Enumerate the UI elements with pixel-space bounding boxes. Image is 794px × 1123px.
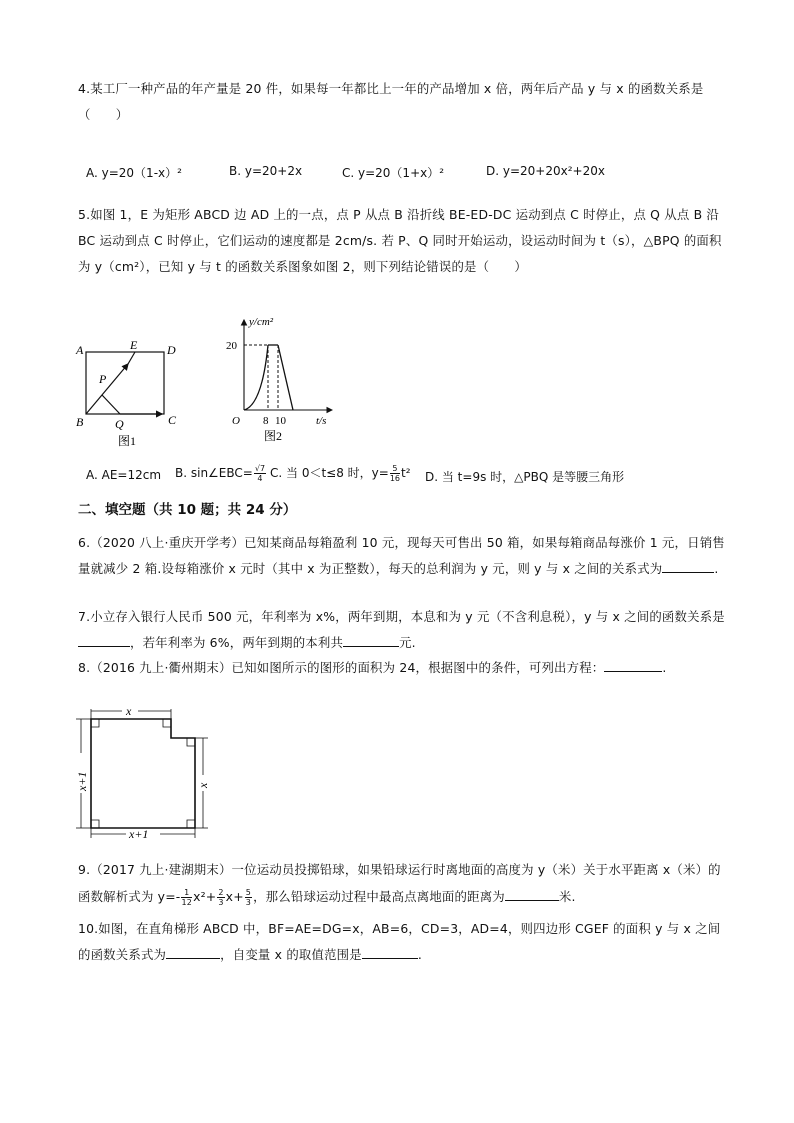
curve-parabola (244, 345, 268, 410)
label-p: P (99, 372, 107, 386)
q4-option-c: C. y=20（1+x）² (342, 166, 445, 180)
fig1-caption: 图1 (118, 434, 137, 448)
label-q: Q (115, 417, 124, 431)
fig2-caption: 图2 (264, 429, 283, 443)
y-tick-20: 20 (226, 340, 237, 352)
l-shape (91, 719, 195, 828)
label-e: E (130, 338, 138, 352)
q4-option-d: D. y=20+20x²+20x (486, 164, 605, 178)
label-c: C (168, 413, 177, 427)
y-axis-label: y/cm² (249, 316, 274, 328)
q7-text: 7.小立存入银行人民币 500 元，年利率为 x%，两年到期，本息和为 y 元（不含利息税），y 与 x 之间的函数关系是，若年利率为 6%，两年到期的本利共 元. (78, 609, 725, 650)
left-dimension-label: x+1 (75, 771, 89, 791)
right-dimension-label: x (196, 782, 210, 788)
q5-option-d: D. 当 t=9s 时，△PBQ 是等腰三角形 (425, 470, 625, 484)
bottom-dimension-label: x+1 (129, 827, 149, 841)
path-be-arrow (86, 364, 128, 414)
q5-figure-2 (224, 310, 342, 450)
q4-option-a: A. y=20（1-x）² (86, 166, 182, 180)
q6-text: 6.（2020 八上·重庆开学考）已知某商品每箱盈利 10 元，现每天可售出 50 箱，如果每箱商品每涨价 1 元，日销售量就减少 2 箱.设每箱涨价 x 元时（其中 x 为正整数），每天的总利润为 y 元，则 y 与 x 之间的关系式为 . (78, 535, 725, 576)
q10-answer-blank-1[interactable] (166, 944, 220, 959)
q5-option-b: B. sin∠EBC= $\frac{√7}{4}$ (175, 464, 266, 483)
q7-answer-blank-1[interactable] (78, 632, 130, 647)
q10-text: 10.如图，在直角梯形 ABCD 中，BF=AE=DG=x，AB=6，CD=3，AD=4，则四边形 CGEF 的面积 y 与 x 之间的函数关系式为 ，自变量 x 的取值范围是 . (78, 921, 721, 962)
q5-figure-1 (72, 338, 187, 450)
q10-answer-blank-2[interactable] (362, 944, 418, 959)
q5-option-c: C. 当 0＜t≤8 时，y= $\frac{5}{16}$ t² (270, 464, 411, 483)
origin-label: O (232, 415, 240, 427)
x-tick-8: 8 (263, 415, 269, 427)
q8-answer-blank[interactable] (604, 657, 662, 672)
rectangle-abcd (86, 352, 164, 414)
q8-text: 8.（2016 九上·衢州期末）已知如图所示的图形的面积为 24，根据图中的条件，可列出方程： . (78, 655, 728, 681)
q8-figure (72, 705, 212, 845)
q4-option-b: B. y=20+2x (229, 164, 303, 178)
top-dimension-label: x (126, 705, 132, 718)
x-tick-10: 10 (275, 415, 286, 427)
q9-text: 9.（2017 九上·建湖期末）一位运动员投掷铅球，如果铅球运行时离地面的高度为 y（米）关于水平距离 x（米）的函数解析式为 y=- $\frac{1}{12}$ x²+ $\frac{2}{3}$ x+ $\frac{5}{3}$ ，那么铅球运动过程中最高点离地面的距离为 米. (78, 862, 721, 907)
q4-text: 4.某工厂一种产品的年产量是 20 件，如果每一年都比上一年的产品增加 x 倍，两年后产品 y 与 x 的函数关系是（ ） (78, 81, 704, 122)
q5-text: 5.如图 1，E 为矩形 ABCD 边 AD 上的一点，点 P 从点 B 沿折线 BE-ED-DC 运动到点 C 时停止，点 Q 从点 B 沿 BC 运动到点 C 时停止，它们运动的速度都是 2cm/s. 若 P、Q 同时开始运动，设运动时间为 t（s），△BPQ 的面积为 y（cm²），已知 y 与 t 的函数关系图象如图 2，则下列结论错误的是（ ） (78, 207, 722, 274)
label-b: B (76, 415, 84, 429)
q7-answer-blank-2[interactable] (343, 632, 399, 647)
q5-option-a: A. AE=12cm (86, 468, 162, 482)
q6-answer-blank[interactable] (662, 558, 714, 573)
section-fill-blank-heading: 二、填空题（共 10 题；共 24 分） (78, 502, 297, 518)
label-a: A (76, 343, 84, 357)
segment-pq (102, 395, 120, 414)
x-axis-label: t/s (316, 415, 327, 427)
label-d: D (167, 343, 176, 357)
q9-answer-blank[interactable] (505, 886, 559, 901)
